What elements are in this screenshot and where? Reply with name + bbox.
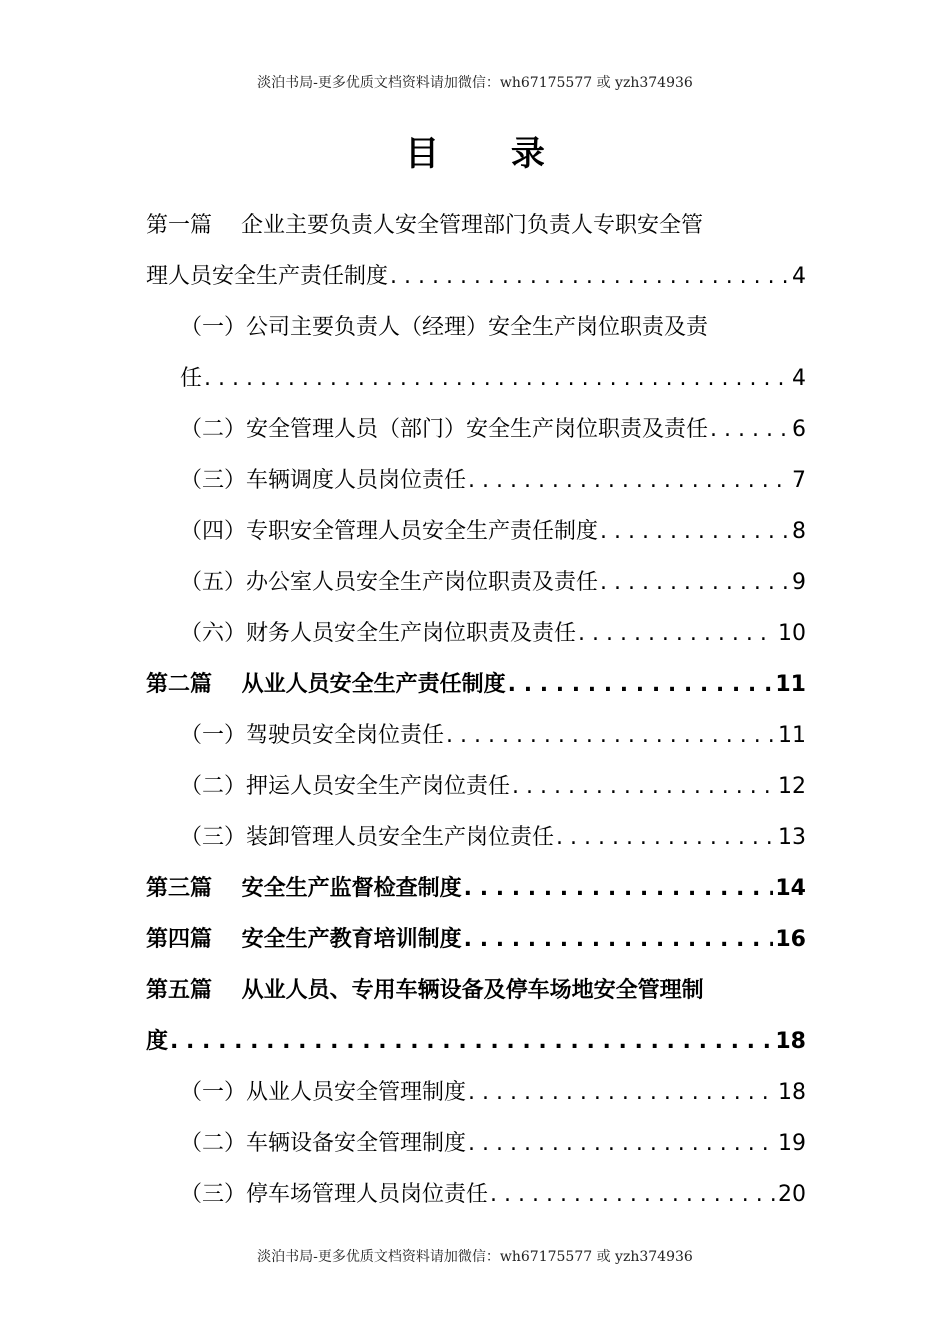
toc-entry-part-2[interactable]: [146, 659, 806, 710]
toc-page-number: 6: [792, 417, 806, 442]
toc-entry-5-3[interactable]: [146, 1169, 806, 1220]
toc-page-number: 13: [778, 825, 806, 850]
toc-entry-text: （四）专职安全管理人员安全生产责任制度: [180, 519, 599, 544]
toc-entry-part-4[interactable]: [146, 914, 806, 965]
toc-leader-dots: [600, 506, 790, 557]
toc-leader-dots: [170, 1016, 773, 1067]
page-header: 淡泊书局-更多优质文档资料请加微信：wh67175577 或 yzh374936: [257, 75, 693, 91]
toc-entry-text: （一）从业人员安全管理制度: [180, 1080, 467, 1105]
toc-entry-2-2[interactable]: [146, 761, 806, 812]
toc-entry-text-line1: （一）公司主要负责人（经理）安全生产岗位职责及责: [180, 315, 709, 340]
toc-entry-text: （三）车辆调度人员岗位责任: [180, 468, 467, 493]
toc-page-number: 7: [792, 468, 806, 493]
toc-page-number: 9: [792, 570, 806, 595]
toc-entry-part-5[interactable]: [146, 965, 806, 1067]
toc-entry-text: 第二篇 从业人员安全生产责任制度: [146, 672, 506, 697]
toc-leader-dots: [556, 812, 776, 863]
page-footer: 淡泊书局-更多优质文档资料请加微信：wh67175577 或 yzh374936: [257, 1249, 693, 1265]
toc-entry-2-3[interactable]: [146, 812, 806, 863]
toc-leader-dots: [490, 1169, 776, 1220]
toc-page-number: 12: [778, 774, 806, 799]
toc-entry-5-2[interactable]: [146, 1118, 806, 1169]
toc-entry-text: （二）安全管理人员（部门）安全生产岗位职责及责任: [180, 417, 709, 442]
toc-page-number: 8: [792, 519, 806, 544]
toc-leader-dots: [204, 353, 790, 404]
toc-entry-1-5[interactable]: [146, 557, 806, 608]
toc-page-number: 18: [778, 1080, 806, 1105]
toc-entry-part-1[interactable]: [146, 200, 806, 302]
toc-page-number: 11: [778, 723, 806, 748]
toc-entry-text-line2: 理人员安全生产责任制度: [146, 264, 389, 289]
toc-page-number: 4: [792, 366, 806, 391]
toc-entry-text: （三）装卸管理人员安全生产岗位责任: [180, 825, 555, 850]
toc-leader-dots: [508, 659, 774, 710]
table-of-contents: [146, 200, 806, 1220]
toc-leader-dots: [600, 557, 790, 608]
toc-entry-text-line2: 任: [180, 366, 203, 391]
toc-leader-dots: [468, 455, 790, 506]
toc-leader-dots: [578, 608, 776, 659]
toc-entry-text: （三）停车场管理人员岗位责任: [180, 1182, 489, 1207]
toc-leader-dots: [468, 1118, 776, 1169]
toc-entry-text: （六）财务人员安全生产岗位职责及责任: [180, 621, 577, 646]
toc-page-number: 14: [775, 876, 806, 901]
toc-leader-dots: [710, 404, 790, 455]
toc-entry-text-line1: 第一篇 企业主要负责人安全管理部门负责人专职安全管: [146, 213, 703, 238]
toc-entry-text-line2: 度: [146, 1029, 169, 1054]
toc-entry-1-6[interactable]: [146, 608, 806, 659]
toc-page-number: 10: [778, 621, 806, 646]
toc-leader-dots: [512, 761, 776, 812]
toc-entry-text: （二）车辆设备安全管理制度: [180, 1131, 467, 1156]
toc-page-number: 19: [778, 1131, 806, 1156]
toc-entry-text: （五）办公室人员安全生产岗位职责及责任: [180, 570, 599, 595]
toc-entry-1-1[interactable]: [146, 302, 806, 404]
toc-entry-part-3[interactable]: [146, 863, 806, 914]
toc-entry-text: （二）押运人员安全生产岗位责任: [180, 774, 511, 799]
toc-entry-1-4[interactable]: [146, 506, 806, 557]
toc-entry-1-2[interactable]: [146, 404, 806, 455]
toc-entry-2-1[interactable]: [146, 710, 806, 761]
toc-page-number: 18: [775, 1029, 806, 1054]
toc-page-number: 11: [775, 672, 806, 697]
toc-leader-dots: [390, 251, 790, 302]
toc-entry-text: 第四篇 安全生产教育培训制度: [146, 927, 462, 952]
toc-leader-dots: [468, 1067, 776, 1118]
toc-leader-dots: [446, 710, 776, 761]
toc-page-number: 20: [778, 1182, 806, 1207]
toc-entry-5-1[interactable]: [146, 1067, 806, 1118]
toc-entry-text: （一）驾驶员安全岗位责任: [180, 723, 445, 748]
toc-page-number: 16: [775, 927, 806, 952]
toc-page-number: 4: [792, 264, 806, 289]
toc-entry-1-3[interactable]: [146, 455, 806, 506]
toc-entry-text-line1: 第五篇 从业人员、专用车辆设备及停车场地安全管理制: [146, 978, 704, 1003]
toc-leader-dots: [464, 863, 774, 914]
toc-leader-dots: [464, 914, 774, 965]
page-title: 目 录: [405, 134, 575, 174]
toc-entry-text: 第三篇 安全生产监督检查制度: [146, 876, 462, 901]
